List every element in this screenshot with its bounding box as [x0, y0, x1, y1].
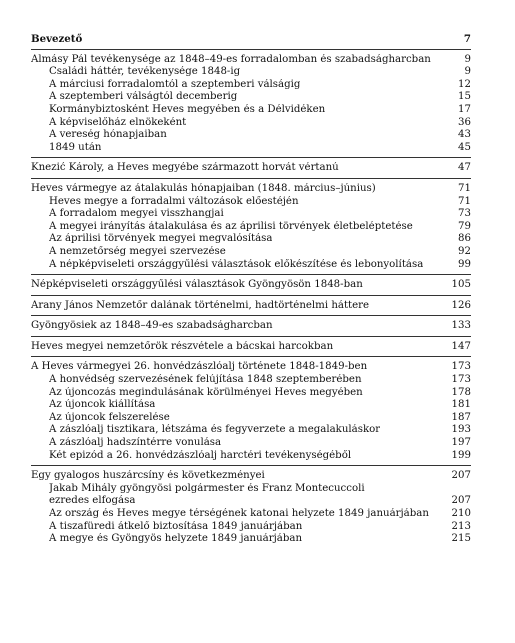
toc-page-number: 199: [451, 449, 471, 461]
toc-subentry: [31, 508, 471, 521]
toc-page-number: 147: [451, 340, 471, 352]
toc-page-number: 187: [451, 411, 471, 423]
toc-page-number: 173: [451, 361, 471, 373]
toc-entry-title: Gyöngyösiek az 1848–49-es szabadságharcban: [31, 320, 273, 332]
toc-subentry: [31, 399, 471, 412]
toc-page-number: 92: [458, 245, 471, 257]
toc-page-number: 36: [458, 116, 471, 128]
toc-entry-title: Az ország és Heves megye térségének katonai helyzete 1849 januárjában: [49, 508, 429, 519]
toc-subentry: [31, 208, 471, 221]
toc-page-number: 12: [458, 78, 471, 90]
toc-section: [31, 300, 471, 317]
toc-entry-title: A vereség hónapjaiban: [49, 129, 167, 141]
toc-entry-title: A tiszafüredi átkelő biztosítása 1849 januárjában: [49, 520, 303, 532]
toc-page-number: 7: [463, 33, 471, 45]
toc-entry: [31, 162, 471, 175]
table-of-contents: [31, 33, 471, 553]
toc-entry-title: Az újoncok kiállítása: [49, 399, 156, 411]
toc-subentry: [31, 196, 471, 209]
toc-subentry: [31, 387, 471, 400]
toc-subentry: [31, 450, 471, 463]
toc-entry-title: A zászlóalj tisztikara, létszáma és fegyverzete a megalakuláskor: [49, 424, 381, 436]
toc-section: [31, 341, 471, 358]
toc-entry-title: Heves megye a forradalmi változások előestéjén: [49, 195, 299, 207]
toc-entry: [31, 341, 471, 354]
toc-entry: [31, 300, 471, 313]
toc-page-number: 47: [458, 162, 471, 174]
toc-subentry: [31, 79, 471, 92]
toc-entry-title: A megyei irányítás átalakulása és az áprilisi törvények életbeléptetése: [49, 220, 413, 232]
toc-page-number: 79: [458, 220, 471, 232]
toc-subentry: [31, 374, 471, 387]
toc-entry-title: A Heves vármegyei 26. honvédzászlóalj története 1848-1849-ben: [31, 361, 368, 373]
toc-subentry: [31, 129, 471, 142]
toc-section: [31, 183, 471, 275]
toc-subentry: [31, 259, 471, 272]
toc-page-number: 213: [451, 520, 471, 532]
toc-page-number: 210: [451, 508, 471, 519]
toc-section: [31, 320, 471, 337]
toc-entry-title: Kormánybiztosként Heves megyében és a Délvidéken: [49, 103, 326, 115]
toc-page-number: 207: [451, 495, 471, 507]
toc-entry-title: A megye és Gyöngyös helyzete 1849 januárjában: [49, 533, 303, 545]
toc-page-number: 193: [451, 424, 471, 436]
toc-page-number: 71: [458, 195, 471, 207]
toc-entry-title: A nemzetőrség megyei szervezése: [49, 245, 226, 257]
toc-entry-title: Népképviseleti országgyűlési választások Gyöngyösön 1848-ban: [31, 279, 363, 291]
toc-entry-title: Egy gyalogos huszárcsíny és következményei: [31, 470, 265, 482]
toc-entry-title: 1849 után: [49, 141, 102, 153]
toc-page-number: 178: [451, 386, 471, 398]
toc-entry-title: Az újoncok felszerelése: [49, 411, 170, 423]
toc-entry-title: Két epizód a 26. honvédzászlóalj harctéri tevékenységéből: [49, 449, 352, 461]
toc-subentry: [31, 412, 471, 425]
toc-entry-title: A honvédség szervezésének felújítása 1848 szeptemberében: [49, 374, 362, 386]
toc-page-number: 45: [458, 141, 471, 153]
toc-section: [31, 361, 471, 466]
toc-page-number: 9: [464, 53, 471, 65]
toc-section: [31, 54, 471, 159]
toc-entry-title: Családi háttér, tevékenysége 1848-ig: [49, 66, 241, 78]
toc-entry: [31, 361, 471, 374]
toc-page-number: 105: [451, 279, 471, 291]
toc-entry-title: A márciusi forradalomtól a szeptemberi válságig: [49, 78, 301, 90]
toc-subentry: [31, 66, 471, 79]
toc-page-number: 126: [451, 299, 471, 311]
toc-page-number: 133: [451, 320, 471, 332]
toc-entry-title: A népképviseleti országgyűlési választások előkészítése és lebonyolítása: [49, 258, 424, 270]
toc-page-number: 99: [458, 258, 471, 270]
toc-subentry: [31, 142, 471, 155]
toc-page-number: 71: [458, 182, 471, 194]
toc-page-number: 173: [451, 374, 471, 386]
toc-subentry: [31, 221, 471, 234]
toc-subentry: [31, 495, 471, 508]
toc-entry-title: ezredes elfogása: [49, 495, 136, 507]
toc-section: [31, 33, 471, 50]
toc-entry-title: A zászlóalj hadszíntérre vonulása: [49, 437, 222, 449]
toc-page-number: 9: [464, 66, 471, 78]
toc-entry: [31, 279, 471, 292]
toc-page-number: 15: [458, 91, 471, 103]
toc-entry-title: A forradalom megyei visszhangjai: [49, 208, 224, 220]
toc-subentry: [31, 437, 471, 450]
toc-section: [31, 162, 471, 179]
toc-page-number: 17: [458, 103, 471, 115]
toc-entry-title: Az áprilisi törvények megyei megvalósítása: [49, 233, 273, 245]
toc-entry-title: Heves vármegye az átalakulás hónapjaiban (1848. március–június): [31, 182, 376, 194]
toc-section: [31, 279, 471, 296]
toc-page-number: 197: [451, 437, 471, 449]
toc-entry-title: A szeptemberi válságtól decemberig: [49, 91, 238, 103]
toc-page-number: 207: [451, 470, 471, 482]
toc-entry: [31, 33, 471, 46]
toc-subentry: [31, 91, 471, 104]
toc-entry-title: Knezić Károly, a Heves megyébe származott horvát vértanú: [31, 162, 339, 174]
toc-subentry: [31, 104, 471, 117]
toc-entry-title: Almásy Pál tevékenysége az 1848–49-es forradalomban és szabadságharcban: [31, 53, 431, 65]
toc-page-number: 215: [451, 533, 471, 545]
toc-entry-title: Jakab Mihály gyöngyösi polgármester és Franz Montecuccoli: [49, 482, 365, 494]
toc-page-number: 43: [458, 129, 471, 141]
toc-subentry: [31, 117, 471, 130]
toc-entry: [31, 320, 471, 333]
toc-subentry: [31, 483, 471, 496]
toc-entry: [31, 183, 471, 196]
toc-page-number: 73: [458, 208, 471, 220]
toc-entry: [31, 470, 471, 483]
toc-entry-title: Bevezető: [31, 33, 83, 45]
toc-entry-title: Arany János Nemzetőr dalának történelmi, hadtörténelmi háttere: [31, 299, 370, 311]
toc-entry-title: A képviselőház elnökeként: [49, 116, 187, 128]
toc-entry-title: Az újoncozás megindulásának körülményei Heves megyében: [49, 386, 363, 398]
toc-page-number: 181: [451, 399, 471, 411]
toc-section: [31, 470, 471, 549]
toc-subentry: [31, 424, 471, 437]
toc-subentry: [31, 246, 471, 259]
toc-subentry: [31, 521, 471, 534]
toc-subentry: [31, 533, 471, 546]
toc-entry-title: Heves megyei nemzetőrök részvétele a bácskai harcokban: [31, 340, 334, 352]
toc-page-number: 86: [458, 233, 471, 245]
toc-subentry: [31, 233, 471, 246]
toc-entry: [31, 54, 471, 67]
